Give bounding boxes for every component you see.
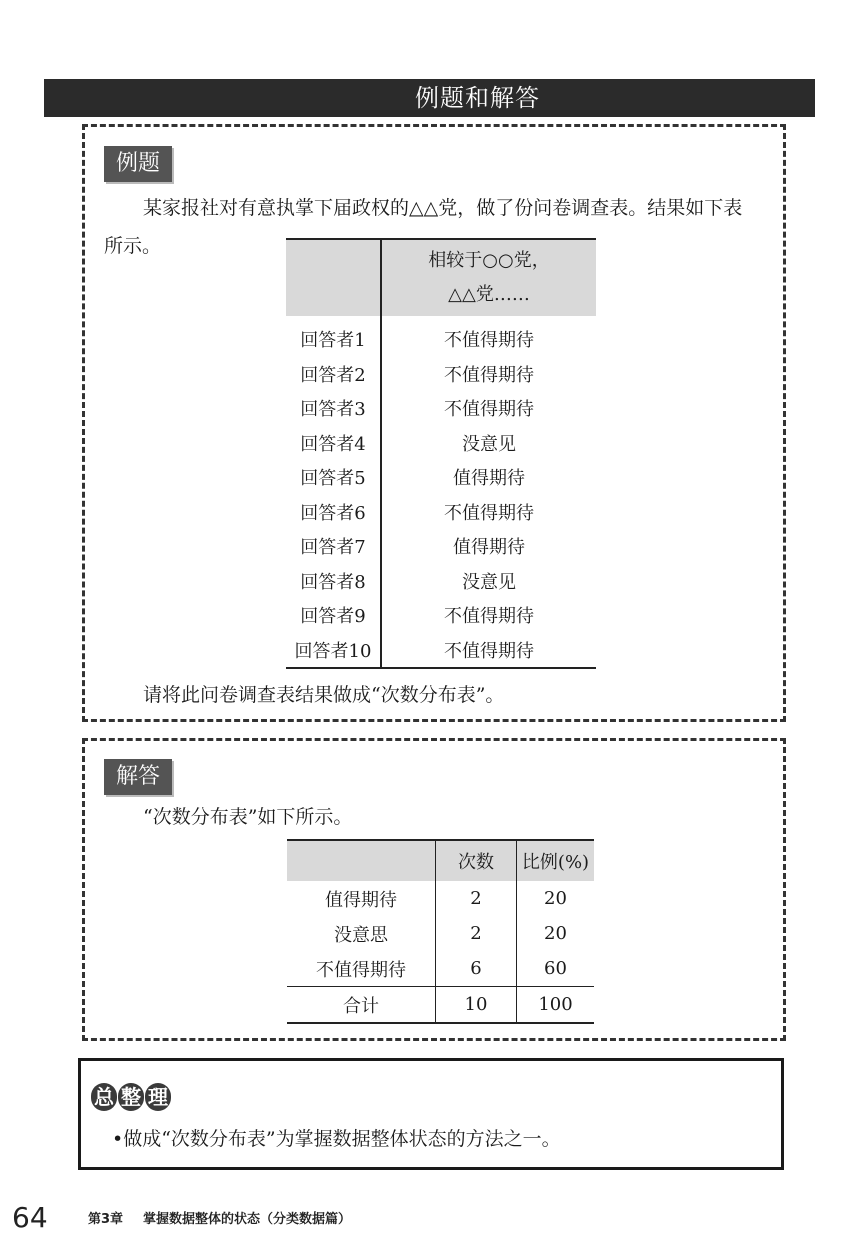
respondent-cell: 回答者8 <box>300 571 366 593</box>
example-question: 请将此问卷调查表结果做成“次数分布表”。 <box>143 684 505 706</box>
category-cell: 没意思 <box>334 924 388 946</box>
answer-cell: 不值得期待 <box>381 357 596 392</box>
section-header-bar <box>44 79 815 117</box>
summary-tag-char: 整 <box>118 1083 144 1111</box>
frequency-header-count: 次数 <box>436 840 517 881</box>
survey-header-line1: 相较于○○党， <box>428 250 550 271</box>
respondent-cell: 回答者4 <box>300 433 366 455</box>
summary-text: •做成“次数分布表”为掌握数据整体状态的方法之一。 <box>112 1128 561 1150</box>
survey-table-header-empty <box>286 239 381 316</box>
answer-cell: 不值得期待 <box>381 316 596 357</box>
summary-tag-char: 总 <box>91 1083 117 1111</box>
answer-cell: 不值得期待 <box>381 598 596 633</box>
respondent-cell: 回答者1 <box>300 330 366 352</box>
respondent-cell: 回答者9 <box>300 606 366 628</box>
answer-cell: 不值得期待 <box>381 391 596 426</box>
survey-header-line2: △△党…… <box>448 284 530 305</box>
answer-cell: 不值得期待 <box>381 633 596 669</box>
chapter-title: 掌握数据整体的状态（分类数据篇） <box>143 1212 352 1227</box>
table-row-total <box>287 987 594 1024</box>
table-row <box>286 598 596 633</box>
summary-tag <box>91 1083 171 1115</box>
page-number: 64 <box>12 1201 48 1234</box>
chapter-label: 第3章 <box>88 1212 124 1227</box>
category-cell: 不值得期待 <box>316 959 406 981</box>
answer-cell: 值得期待 <box>381 460 596 495</box>
answer-cell: 不值得期待 <box>381 495 596 530</box>
frequency-table <box>287 839 594 1024</box>
survey-table-header-question <box>381 239 596 316</box>
respondent-cell: 回答者6 <box>300 502 366 524</box>
total-ratio-cell: 100 <box>517 987 595 1024</box>
summary-box <box>78 1058 784 1170</box>
answer-cell: 值得期待 <box>381 529 596 564</box>
example-intro-line1: 某家报社对有意执掌下届政权的△△党，做了份问卷调查表。结果如下表 <box>143 197 743 219</box>
respondent-cell: 回答者7 <box>300 537 366 559</box>
section-title: 例题和解答 <box>415 84 540 112</box>
total-label-cell: 合计 <box>287 987 436 1024</box>
ratio-cell: 60 <box>517 951 595 987</box>
category-cell: 值得期待 <box>325 889 397 911</box>
table-row <box>286 633 596 669</box>
survey-table <box>286 238 596 669</box>
table-row <box>286 316 596 357</box>
total-count-cell: 10 <box>436 987 517 1024</box>
respondent-cell: 回答者2 <box>300 364 366 386</box>
summary-tag-char: 理 <box>145 1083 171 1111</box>
table-row <box>286 460 596 495</box>
table-row <box>286 391 596 426</box>
frequency-header-ratio: 比例(%) <box>517 840 595 881</box>
example-tag: 例题 <box>104 146 172 182</box>
table-row <box>287 916 594 951</box>
example-intro-line2: 所示。 <box>104 235 162 257</box>
respondent-cell: 回答者3 <box>300 399 366 421</box>
table-row <box>286 495 596 530</box>
table-row <box>286 529 596 564</box>
frequency-table-header-row <box>287 840 594 881</box>
ratio-cell: 20 <box>517 881 595 916</box>
table-row <box>286 564 596 599</box>
count-cell: 6 <box>436 951 517 987</box>
count-cell: 2 <box>436 916 517 951</box>
answer-cell: 没意见 <box>381 564 596 599</box>
answer-tag: 解答 <box>104 759 172 795</box>
table-row <box>286 426 596 461</box>
answer-cell: 没意见 <box>381 426 596 461</box>
survey-table-header-row <box>286 239 596 316</box>
respondent-cell: 回答者10 <box>294 640 372 662</box>
count-cell: 2 <box>436 881 517 916</box>
table-row <box>287 881 594 916</box>
frequency-header-empty <box>287 840 436 881</box>
table-row <box>287 951 594 987</box>
respondent-cell: 回答者5 <box>300 468 366 490</box>
answer-intro: “次数分布表”如下所示。 <box>143 806 353 828</box>
table-row <box>286 357 596 392</box>
ratio-cell: 20 <box>517 916 595 951</box>
